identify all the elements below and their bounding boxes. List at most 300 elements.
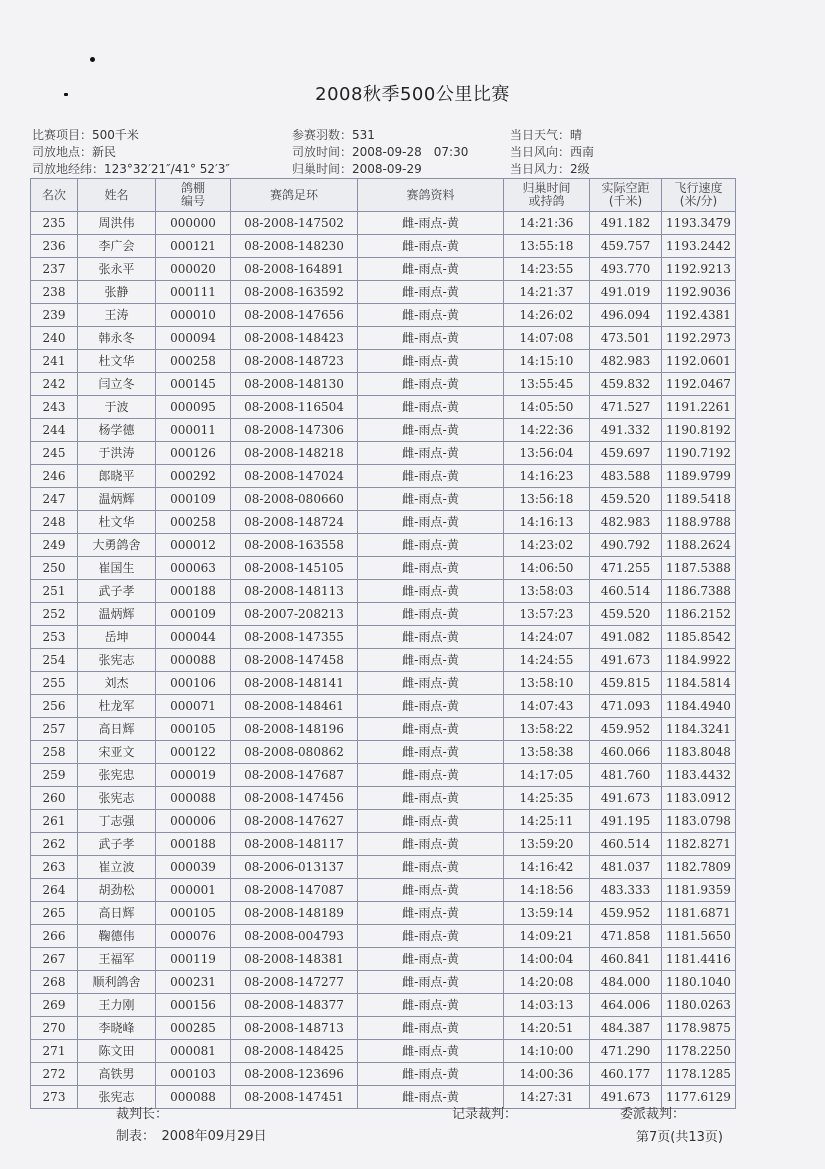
column-header: 姓名 xyxy=(78,179,156,212)
ring-cell: 08-2008-147656 xyxy=(231,304,358,327)
name-cell: 杜龙军 xyxy=(78,695,156,718)
speed-cell: 1178.2250 xyxy=(662,1040,736,1063)
table-row xyxy=(31,603,736,626)
return-time-cell: 13:59:20 xyxy=(504,833,590,856)
rank-cell: 256 xyxy=(31,695,78,718)
name-cell: 张永平 xyxy=(78,258,156,281)
distance-cell: 484.000 xyxy=(590,971,662,994)
pigeon-info-cell: 雌-雨点-黄 xyxy=(358,833,504,856)
loft-id-cell: 000088 xyxy=(156,1086,231,1109)
speed-cell: 1188.2624 xyxy=(662,534,736,557)
pigeon-info-cell: 雌-雨点-黄 xyxy=(358,534,504,557)
wind-force-label: 当日风力： xyxy=(510,162,571,176)
distance-cell: 459.520 xyxy=(590,488,662,511)
loft-id-cell: 000020 xyxy=(156,258,231,281)
loft-id-cell: 000111 xyxy=(156,281,231,304)
loft-id-cell: 000071 xyxy=(156,695,231,718)
loft-id-cell: 000188 xyxy=(156,833,231,856)
speed-cell: 1192.4381 xyxy=(662,304,736,327)
table-row xyxy=(31,465,736,488)
return-time-cell: 14:17:05 xyxy=(504,764,590,787)
return-time-cell: 14:27:31 xyxy=(504,1086,590,1109)
table-row xyxy=(31,281,736,304)
distance-cell: 459.815 xyxy=(590,672,662,695)
ring-cell: 08-2008-148713 xyxy=(231,1017,358,1040)
table-row xyxy=(31,879,736,902)
pigeon-info-cell: 雌-雨点-黄 xyxy=(358,580,504,603)
table-row xyxy=(31,902,736,925)
weather-label: 当日天气： xyxy=(510,128,571,142)
ring-cell: 08-2008-148230 xyxy=(231,235,358,258)
delegate-label: 委派裁判： xyxy=(620,1107,686,1122)
weather-info xyxy=(510,126,582,143)
pigeon-info-cell: 雌-雨点-黄 xyxy=(358,810,504,833)
speed-cell: 1184.5814 xyxy=(662,672,736,695)
return-time-cell: 14:25:11 xyxy=(504,810,590,833)
release-value: 2008-09-28 07:30 xyxy=(352,145,469,159)
pigeon-info-cell: 雌-雨点-黄 xyxy=(358,948,504,971)
pigeon-info-cell: 雌-雨点-黄 xyxy=(358,1017,504,1040)
table-row xyxy=(31,764,736,787)
rank-cell: 263 xyxy=(31,856,78,879)
speed-cell: 1181.4416 xyxy=(662,948,736,971)
pigeon-info-cell: 雌-雨点-黄 xyxy=(358,511,504,534)
table-row xyxy=(31,442,736,465)
name-cell: 丁志强 xyxy=(78,810,156,833)
speed-cell: 1190.8192 xyxy=(662,419,736,442)
rank-cell: 241 xyxy=(31,350,78,373)
location-info xyxy=(32,143,116,160)
rank-cell: 273 xyxy=(31,1086,78,1109)
distance-cell: 471.290 xyxy=(590,1040,662,1063)
ring-cell: 08-2008-148189 xyxy=(231,902,358,925)
rank-cell: 248 xyxy=(31,511,78,534)
loft-id-cell: 000088 xyxy=(156,787,231,810)
return-time-cell: 14:25:35 xyxy=(504,787,590,810)
rank-cell: 267 xyxy=(31,948,78,971)
distance-cell: 493.770 xyxy=(590,258,662,281)
table-row xyxy=(31,488,736,511)
rank-cell: 236 xyxy=(31,235,78,258)
distance-cell: 460.066 xyxy=(590,741,662,764)
speed-cell: 1186.2152 xyxy=(662,603,736,626)
distance-cell: 471.255 xyxy=(590,557,662,580)
speed-cell: 1177.6129 xyxy=(662,1086,736,1109)
location-value: 新民 xyxy=(92,145,117,159)
pigeon-info-cell: 雌-雨点-黄 xyxy=(358,695,504,718)
return-value: 2008-09-29 xyxy=(352,162,422,176)
speed-cell: 1178.1285 xyxy=(662,1063,736,1086)
page-title: 2008秋季500公里比赛 xyxy=(315,84,510,105)
return-time-cell: 14:22:36 xyxy=(504,419,590,442)
loft-id-cell: 000076 xyxy=(156,925,231,948)
made-by-date: 制表： 2008年09月29日 xyxy=(116,1129,267,1144)
pigeon-info-cell: 雌-雨点-黄 xyxy=(358,235,504,258)
return-time-cell: 14:03:13 xyxy=(504,994,590,1017)
release-info xyxy=(292,143,468,160)
name-cell: 张宪志 xyxy=(78,1086,156,1109)
ring-cell: 08-2008-123696 xyxy=(231,1063,358,1086)
distance-cell: 481.037 xyxy=(590,856,662,879)
name-cell: 高日辉 xyxy=(78,902,156,925)
return-time-cell: 14:10:00 xyxy=(504,1040,590,1063)
table-row xyxy=(31,741,736,764)
return-time-cell: 13:58:10 xyxy=(504,672,590,695)
speed-cell: 1183.4432 xyxy=(662,764,736,787)
rank-cell: 252 xyxy=(31,603,78,626)
distance-cell: 459.952 xyxy=(590,902,662,925)
rank-cell: 245 xyxy=(31,442,78,465)
pigeon-info-cell: 雌-雨点-黄 xyxy=(358,396,504,419)
speed-cell: 1181.5650 xyxy=(662,925,736,948)
ring-cell: 08-2007-208213 xyxy=(231,603,358,626)
ring-cell: 08-2008-147306 xyxy=(231,419,358,442)
rank-cell: 271 xyxy=(31,1040,78,1063)
speed-cell: 1189.9799 xyxy=(662,465,736,488)
speed-cell: 1181.9359 xyxy=(662,879,736,902)
return-time-cell: 14:21:36 xyxy=(504,212,590,235)
speed-cell: 1187.5388 xyxy=(662,557,736,580)
wind-direction-label: 当日风向： xyxy=(510,145,571,159)
table-row xyxy=(31,695,736,718)
ring-cell: 08-2008-163592 xyxy=(231,281,358,304)
distance-cell: 491.673 xyxy=(590,649,662,672)
loft-id-cell: 000044 xyxy=(156,626,231,649)
return-time-cell: 13:55:45 xyxy=(504,373,590,396)
rank-cell: 270 xyxy=(31,1017,78,1040)
loft-id-cell: 000231 xyxy=(156,971,231,994)
pigeon-info-cell: 雌-雨点-黄 xyxy=(358,603,504,626)
loft-id-cell: 000012 xyxy=(156,534,231,557)
rank-cell: 257 xyxy=(31,718,78,741)
rank-cell: 246 xyxy=(31,465,78,488)
ring-cell: 08-2008-164891 xyxy=(231,258,358,281)
return-time-cell: 14:00:36 xyxy=(504,1063,590,1086)
pigeon-info-cell: 雌-雨点-黄 xyxy=(358,1040,504,1063)
speed-cell: 1183.8048 xyxy=(662,741,736,764)
distance-cell: 484.387 xyxy=(590,1017,662,1040)
name-cell: 武子孝 xyxy=(78,580,156,603)
table-row xyxy=(31,626,736,649)
column-header: 名次 xyxy=(31,179,78,212)
ring-cell: 08-2008-145105 xyxy=(231,557,358,580)
table-row xyxy=(31,350,736,373)
loft-id-cell: 000188 xyxy=(156,580,231,603)
speed-cell: 1184.3241 xyxy=(662,718,736,741)
loft-id-cell: 000121 xyxy=(156,235,231,258)
event-value: 500千米 xyxy=(92,128,139,142)
pigeon-info-cell: 雌-雨点-黄 xyxy=(358,557,504,580)
rank-cell: 244 xyxy=(31,419,78,442)
return-time-cell: 14:18:56 xyxy=(504,879,590,902)
distance-cell: 482.983 xyxy=(590,350,662,373)
distance-cell: 471.858 xyxy=(590,925,662,948)
ring-cell: 08-2008-148141 xyxy=(231,672,358,695)
pigeon-info-cell: 雌-雨点-黄 xyxy=(358,741,504,764)
pigeon-info-cell: 雌-雨点-黄 xyxy=(358,649,504,672)
coords-info xyxy=(32,160,230,177)
distance-cell: 459.952 xyxy=(590,718,662,741)
loft-id-cell: 000126 xyxy=(156,442,231,465)
rank-cell: 265 xyxy=(31,902,78,925)
name-cell: 张宪忠 xyxy=(78,764,156,787)
distance-cell: 491.673 xyxy=(590,1086,662,1109)
pigeon-info-cell: 雌-雨点-黄 xyxy=(358,787,504,810)
pigeon-info-cell: 雌-雨点-黄 xyxy=(358,488,504,511)
return-time-cell: 14:06:50 xyxy=(504,557,590,580)
loft-id-cell: 000145 xyxy=(156,373,231,396)
name-cell: 崔国生 xyxy=(78,557,156,580)
table-row xyxy=(31,212,736,235)
ring-cell: 08-2008-148117 xyxy=(231,833,358,856)
rank-cell: 259 xyxy=(31,764,78,787)
rank-cell: 272 xyxy=(31,1063,78,1086)
table-row xyxy=(31,925,736,948)
entries-value: 531 xyxy=(352,128,375,142)
pigeon-info-cell: 雌-雨点-黄 xyxy=(358,856,504,879)
rank-cell: 264 xyxy=(31,879,78,902)
coords-label: 司放地经纬： xyxy=(32,162,105,176)
table-row xyxy=(31,856,736,879)
loft-id-cell: 000010 xyxy=(156,304,231,327)
return-time-cell: 14:07:43 xyxy=(504,695,590,718)
return-time-cell: 13:56:04 xyxy=(504,442,590,465)
rank-cell: 268 xyxy=(31,971,78,994)
rank-cell: 251 xyxy=(31,580,78,603)
rank-cell: 269 xyxy=(31,994,78,1017)
speed-cell: 1185.8542 xyxy=(662,626,736,649)
table-row xyxy=(31,534,736,557)
pigeon-info-cell: 雌-雨点-黄 xyxy=(358,465,504,488)
distance-cell: 491.332 xyxy=(590,419,662,442)
ring-cell: 08-2008-147024 xyxy=(231,465,358,488)
distance-cell: 459.832 xyxy=(590,373,662,396)
loft-id-cell: 000019 xyxy=(156,764,231,787)
loft-id-cell: 000105 xyxy=(156,718,231,741)
wind-force-info xyxy=(510,160,590,177)
ring-cell: 08-2008-148196 xyxy=(231,718,358,741)
return-time-cell: 14:20:51 xyxy=(504,1017,590,1040)
name-cell: 高铁男 xyxy=(78,1063,156,1086)
pigeon-info-cell: 雌-雨点-黄 xyxy=(358,902,504,925)
loft-id-cell: 000119 xyxy=(156,948,231,971)
name-cell: 刘杰 xyxy=(78,672,156,695)
table-row xyxy=(31,419,736,442)
loft-id-cell: 000109 xyxy=(156,603,231,626)
return-time-cell: 14:05:50 xyxy=(504,396,590,419)
speck-mark xyxy=(90,57,95,62)
ring-cell: 08-2008-148423 xyxy=(231,327,358,350)
return-time-cell: 14:15:10 xyxy=(504,350,590,373)
pigeon-info-cell: 雌-雨点-黄 xyxy=(358,281,504,304)
distance-cell: 459.757 xyxy=(590,235,662,258)
pigeon-info-cell: 雌-雨点-黄 xyxy=(358,626,504,649)
table-body xyxy=(31,212,736,1109)
table-row xyxy=(31,718,736,741)
name-cell: 武子孝 xyxy=(78,833,156,856)
name-cell: 于波 xyxy=(78,396,156,419)
pigeon-info-cell: 雌-雨点-黄 xyxy=(358,718,504,741)
name-cell: 岳坤 xyxy=(78,626,156,649)
loft-id-cell: 000109 xyxy=(156,488,231,511)
distance-cell: 491.019 xyxy=(590,281,662,304)
table-row xyxy=(31,1063,736,1086)
distance-cell: 482.983 xyxy=(590,511,662,534)
speed-cell: 1193.3479 xyxy=(662,212,736,235)
name-cell: 李广会 xyxy=(78,235,156,258)
event-label: 比赛项目： xyxy=(32,128,93,142)
distance-cell: 481.760 xyxy=(590,764,662,787)
table-row xyxy=(31,511,736,534)
name-cell: 周洪伟 xyxy=(78,212,156,235)
release-label: 司放时间： xyxy=(292,145,353,159)
name-cell: 于洪涛 xyxy=(78,442,156,465)
table-row xyxy=(31,787,736,810)
speed-cell: 1184.4940 xyxy=(662,695,736,718)
return-time-cell: 14:16:23 xyxy=(504,465,590,488)
name-cell: 胡劲松 xyxy=(78,879,156,902)
pigeon-info-cell: 雌-雨点-黄 xyxy=(358,994,504,1017)
loft-id-cell: 000000 xyxy=(156,212,231,235)
name-cell: 鞠德伟 xyxy=(78,925,156,948)
name-cell: 陈文田 xyxy=(78,1040,156,1063)
table-row xyxy=(31,810,736,833)
distance-cell: 491.673 xyxy=(590,787,662,810)
ring-cell: 08-2008-147502 xyxy=(231,212,358,235)
loft-id-cell: 000094 xyxy=(156,327,231,350)
loft-id-cell: 000285 xyxy=(156,1017,231,1040)
distance-cell: 491.195 xyxy=(590,810,662,833)
speed-cell: 1188.9788 xyxy=(662,511,736,534)
ring-cell: 08-2008-147456 xyxy=(231,787,358,810)
rank-cell: 258 xyxy=(31,741,78,764)
table-row xyxy=(31,557,736,580)
referee-chief-label: 裁判长： xyxy=(116,1107,169,1122)
name-cell: 李晓峰 xyxy=(78,1017,156,1040)
loft-id-cell: 000292 xyxy=(156,465,231,488)
loft-id-cell: 000106 xyxy=(156,672,231,695)
loft-id-cell: 000105 xyxy=(156,902,231,925)
ring-cell: 08-2008-147355 xyxy=(231,626,358,649)
column-header: 鸽棚 编号 xyxy=(156,179,231,212)
pigeon-info-cell: 雌-雨点-黄 xyxy=(358,925,504,948)
return-time-cell: 14:24:55 xyxy=(504,649,590,672)
loft-id-cell: 000122 xyxy=(156,741,231,764)
return-time-cell: 14:23:55 xyxy=(504,258,590,281)
ring-cell: 08-2008-148130 xyxy=(231,373,358,396)
rank-cell: 255 xyxy=(31,672,78,695)
ring-cell: 08-2008-147087 xyxy=(231,879,358,902)
rank-cell: 250 xyxy=(31,557,78,580)
speed-cell: 1192.9213 xyxy=(662,258,736,281)
ring-cell: 08-2008-148113 xyxy=(231,580,358,603)
name-cell: 王力刚 xyxy=(78,994,156,1017)
distance-cell: 490.792 xyxy=(590,534,662,557)
name-cell: 王福军 xyxy=(78,948,156,971)
ring-cell: 08-2008-163558 xyxy=(231,534,358,557)
ring-cell: 08-2008-147627 xyxy=(231,810,358,833)
coords-value: 123°32′21″/41° 52′3″ xyxy=(104,162,230,176)
name-cell: 闫立冬 xyxy=(78,373,156,396)
name-cell: 大勇鸽舍 xyxy=(78,534,156,557)
ring-cell: 08-2008-080862 xyxy=(231,741,358,764)
loft-id-cell: 000006 xyxy=(156,810,231,833)
return-time-cell: 14:16:13 xyxy=(504,511,590,534)
ring-cell: 08-2008-148381 xyxy=(231,948,358,971)
name-cell: 张宪志 xyxy=(78,787,156,810)
table-row xyxy=(31,994,736,1017)
return-time-cell: 13:55:18 xyxy=(504,235,590,258)
speed-cell: 1184.9922 xyxy=(662,649,736,672)
name-cell: 王涛 xyxy=(78,304,156,327)
distance-cell: 473.501 xyxy=(590,327,662,350)
return-time-cell: 13:58:03 xyxy=(504,580,590,603)
rank-cell: 247 xyxy=(31,488,78,511)
table-row xyxy=(31,672,736,695)
return-time-cell: 14:00:04 xyxy=(504,948,590,971)
weather-value: 晴 xyxy=(570,128,583,142)
distance-cell: 483.588 xyxy=(590,465,662,488)
table-row xyxy=(31,1017,736,1040)
name-cell: 杨学德 xyxy=(78,419,156,442)
pigeon-info-cell: 雌-雨点-黄 xyxy=(358,764,504,787)
speed-cell: 1180.1040 xyxy=(662,971,736,994)
ring-cell: 08-2008-148425 xyxy=(231,1040,358,1063)
table-row xyxy=(31,304,736,327)
rank-cell: 261 xyxy=(31,810,78,833)
column-header: 飞行速度 (米/分) xyxy=(662,179,736,212)
pigeon-info-cell: 雌-雨点-黄 xyxy=(358,212,504,235)
column-header: 赛鸽足环 xyxy=(231,179,358,212)
event-info xyxy=(32,126,139,143)
speed-cell: 1186.7388 xyxy=(662,580,736,603)
speed-cell: 1180.0263 xyxy=(662,994,736,1017)
table-row xyxy=(31,580,736,603)
wind-direction-value: 西南 xyxy=(570,145,595,159)
return-time-cell: 13:56:18 xyxy=(504,488,590,511)
return-time-cell: 13:57:23 xyxy=(504,603,590,626)
return-time-cell: 14:09:21 xyxy=(504,925,590,948)
table-row xyxy=(31,258,736,281)
speed-cell: 1181.6871 xyxy=(662,902,736,925)
speed-cell: 1192.9036 xyxy=(662,281,736,304)
pigeon-info-cell: 雌-雨点-黄 xyxy=(358,350,504,373)
name-cell: 郎晓平 xyxy=(78,465,156,488)
rank-cell: 254 xyxy=(31,649,78,672)
speed-cell: 1182.8271 xyxy=(662,833,736,856)
rank-cell: 253 xyxy=(31,626,78,649)
ring-cell: 08-2008-080660 xyxy=(231,488,358,511)
distance-cell: 460.177 xyxy=(590,1063,662,1086)
speed-cell: 1183.0798 xyxy=(662,810,736,833)
table-header-row xyxy=(31,179,736,212)
return-label: 归巢时间： xyxy=(292,162,353,176)
wind-direction-info xyxy=(510,143,594,160)
return-time-cell: 14:07:08 xyxy=(504,327,590,350)
pigeon-info-cell: 雌-雨点-黄 xyxy=(358,442,504,465)
ring-cell: 08-2008-148723 xyxy=(231,350,358,373)
speed-cell: 1178.9875 xyxy=(662,1017,736,1040)
loft-id-cell: 000156 xyxy=(156,994,231,1017)
entries-label: 参赛羽数： xyxy=(292,128,353,142)
name-cell: 温炳辉 xyxy=(78,488,156,511)
ring-cell: 08-2008-147458 xyxy=(231,649,358,672)
ring-cell: 08-2006-013137 xyxy=(231,856,358,879)
pigeon-info-cell: 雌-雨点-黄 xyxy=(358,258,504,281)
distance-cell: 460.514 xyxy=(590,833,662,856)
pigeon-info-cell: 雌-雨点-黄 xyxy=(358,672,504,695)
ring-cell: 08-2008-147687 xyxy=(231,764,358,787)
